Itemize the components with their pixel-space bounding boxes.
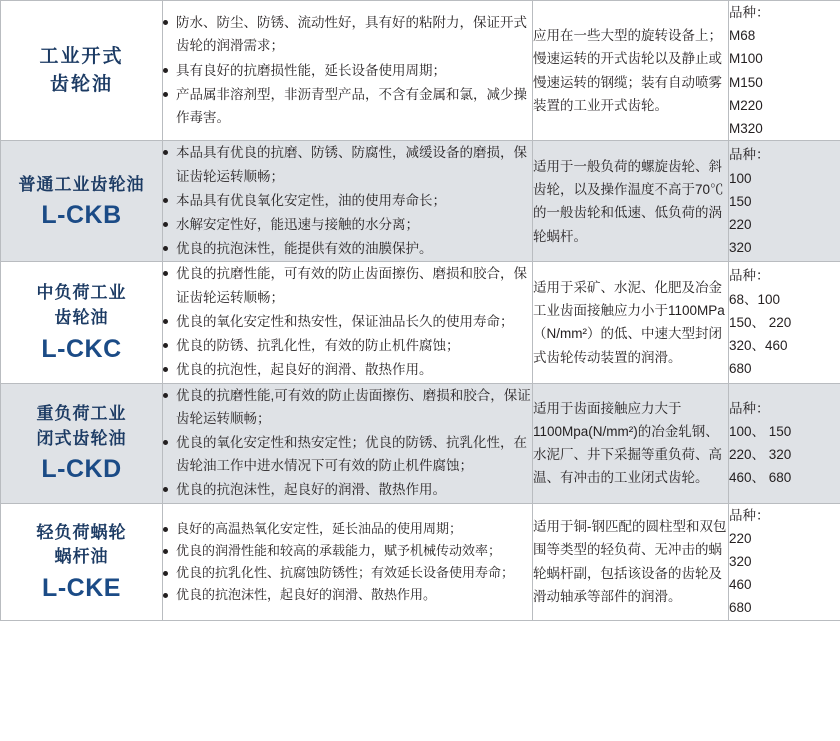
product-name-line: 工业开式 (39, 46, 124, 68)
grade-line: 220、 320 (729, 447, 792, 463)
grade-line: 150、 220 (729, 314, 792, 330)
product-application-cell: 适用于铜-钢匹配的圆柱型和双包围等类型的轻负荷、无冲击的蜗轮蜗杆副，包括该设备的齿轮及滑动轴承等部件的润滑。 (533, 503, 729, 620)
product-name-line: 普通工业齿轮油 (18, 174, 145, 194)
product-name-line: 闭式齿轮油 (36, 428, 127, 448)
feature-list (163, 141, 532, 260)
product-grade-cell (729, 141, 840, 262)
list-item: 本品具有优良氧化安定性，油的使用寿命长； (163, 189, 532, 212)
product-grade-cell (729, 262, 840, 383)
grade-line: 100、 150 (729, 423, 792, 439)
product-code: L-CKC (41, 334, 122, 363)
grade-line: M150 (729, 74, 763, 90)
grade-line: M100 (729, 51, 763, 67)
grade-title: 品种： (729, 268, 770, 284)
product-application-cell: 适用于齿面接触应力大于1100Mpa(N/mm²)的冶金轧钢、水泥厂、井下采掘等重负荷、高温、有冲击的工业闭式齿轮。 (533, 383, 729, 503)
grade-line: 460、 680 (729, 470, 792, 486)
grade-line: 320 (729, 240, 752, 256)
grade-title: 品种： (729, 5, 770, 20)
table-row (1, 262, 840, 383)
product-name-cell (1, 141, 163, 262)
product-name-line: 轻负荷蜗轮 (36, 522, 127, 542)
grade-line: 460 (729, 577, 752, 593)
grade-line: 220 (729, 216, 752, 232)
product-name-cell (1, 503, 163, 620)
list-item: 优良的抗乳化性、抗腐蚀防锈性；有效延长设备使用寿命； (163, 562, 532, 583)
product-application-cell: 适用于采矿、水泥、化肥及冶金工业齿面接触应力小于1100MPa（N/mm²）的低、中速大型封闭式齿轮传动装置的润滑。 (533, 262, 729, 383)
grade-line: 680 (729, 600, 752, 616)
grade-line: M320 (729, 121, 763, 137)
product-name-cell (1, 383, 163, 503)
product-code: L-CKB (41, 201, 122, 230)
product-application-cell: 应用在一些大型的旋转设备上；慢速运转的开式齿轮以及静止或慢速运转的钢缆；装有自动喷雾装置的工业开式齿轮。 (533, 1, 729, 141)
list-item: 优良的抗磨性能，可有效的防止齿面擦伤、磨损和胶合，保证齿轮运转顺畅； (163, 262, 532, 308)
list-item: 具有良好的抗磨损性能，延长设备使用周期； (163, 59, 532, 82)
list-item: 优良的抗泡沫性，能提供有效的油膜保护。 (163, 237, 532, 260)
list-item: 优良的防锈、抗乳化性，有效的防止机件腐蚀； (163, 334, 532, 357)
list-item: 优良的抗磨性能,可有效的防止齿面擦伤、磨损和胶合，保证齿轮运转顺畅； (163, 384, 532, 430)
list-item: 优良的氧化安定性和热安定性；优良的防锈、抗乳化性，在齿轮油工作中进水情况下可有效的防止机件腐蚀； (163, 431, 532, 477)
list-item: 优良的抗泡性，起良好的润滑、散热作用。 (163, 358, 532, 381)
table-row (1, 503, 840, 620)
product-name-line: 中负荷工业 (36, 283, 127, 303)
grade-line: 68、100 (729, 291, 781, 307)
list-item: 优良的润滑性能和较高的承载能力，赋予机械传动效率； (163, 540, 532, 561)
list-item: 本品具有优良的抗磨、防锈、防腐性，减缓设备的磨损，保证齿轮运转顺畅； (163, 141, 532, 187)
product-name-line: 齿轮油 (54, 307, 109, 327)
feature-list (163, 262, 532, 381)
grade-title: 品种： (729, 507, 770, 523)
product-name-line: 齿轮油 (49, 73, 113, 95)
grade-line: M220 (729, 97, 763, 113)
feature-list (163, 11, 532, 129)
list-item: 优良的氧化安定性和热安性，保证油品长久的使用寿命； (163, 310, 532, 333)
grade-line: 320 (729, 554, 752, 570)
product-name-line: 重负荷工业 (36, 403, 127, 423)
list-item: 优良的抗泡沫性，起良好的润滑、散热作用。 (163, 478, 532, 501)
grade-line: 220 (729, 530, 752, 546)
product-features-cell (163, 383, 533, 503)
grade-title: 品种： (729, 400, 770, 416)
table-row (1, 383, 840, 503)
list-item: 产品属非溶剂型，非沥青型产品，不含有金属和氯，减少操作毒害。 (163, 83, 532, 129)
product-features-cell (163, 141, 533, 262)
list-item: 水解安定性好，能迅速与接触的水分离； (163, 213, 532, 236)
list-item: 良好的高温热氧化安定性，延长油品的使用周期； (163, 518, 532, 539)
product-code: L-CKD (41, 455, 122, 484)
grade-title: 品种： (729, 147, 770, 163)
grade-line: 150 (729, 193, 752, 209)
product-code: L-CKE (42, 573, 121, 602)
product-features-cell (163, 262, 533, 383)
grade-line: 680 (729, 361, 752, 377)
product-name-cell (1, 262, 163, 383)
grade-line: 320、460 (729, 338, 788, 354)
product-grade-cell (729, 503, 840, 620)
grade-line: 100 (729, 170, 752, 186)
product-grade-cell (729, 1, 840, 141)
table-row (1, 141, 840, 262)
list-item: 优良的抗泡沫性，起良好的润滑、散热作用。 (163, 584, 532, 605)
product-features-cell (163, 503, 533, 620)
feature-list (163, 518, 532, 605)
product-name-line: 蜗杆油 (54, 547, 109, 567)
grade-line: M68 (729, 28, 756, 44)
list-item: 防水、防尘、防锈、流动性好，具有好的粘附力，保证开式齿轮的润滑需求； (163, 11, 532, 57)
table-row (1, 1, 840, 141)
product-grade-cell (729, 383, 840, 503)
product-application-cell: 适用于一般负荷的螺旋齿轮、斜齿轮，以及操作温度不高于70℃的一般齿轮和低速、低负荷的涡轮蜗杆。 (533, 141, 729, 262)
product-features-cell (163, 1, 533, 141)
feature-list (163, 384, 532, 502)
product-name-cell (1, 1, 163, 141)
